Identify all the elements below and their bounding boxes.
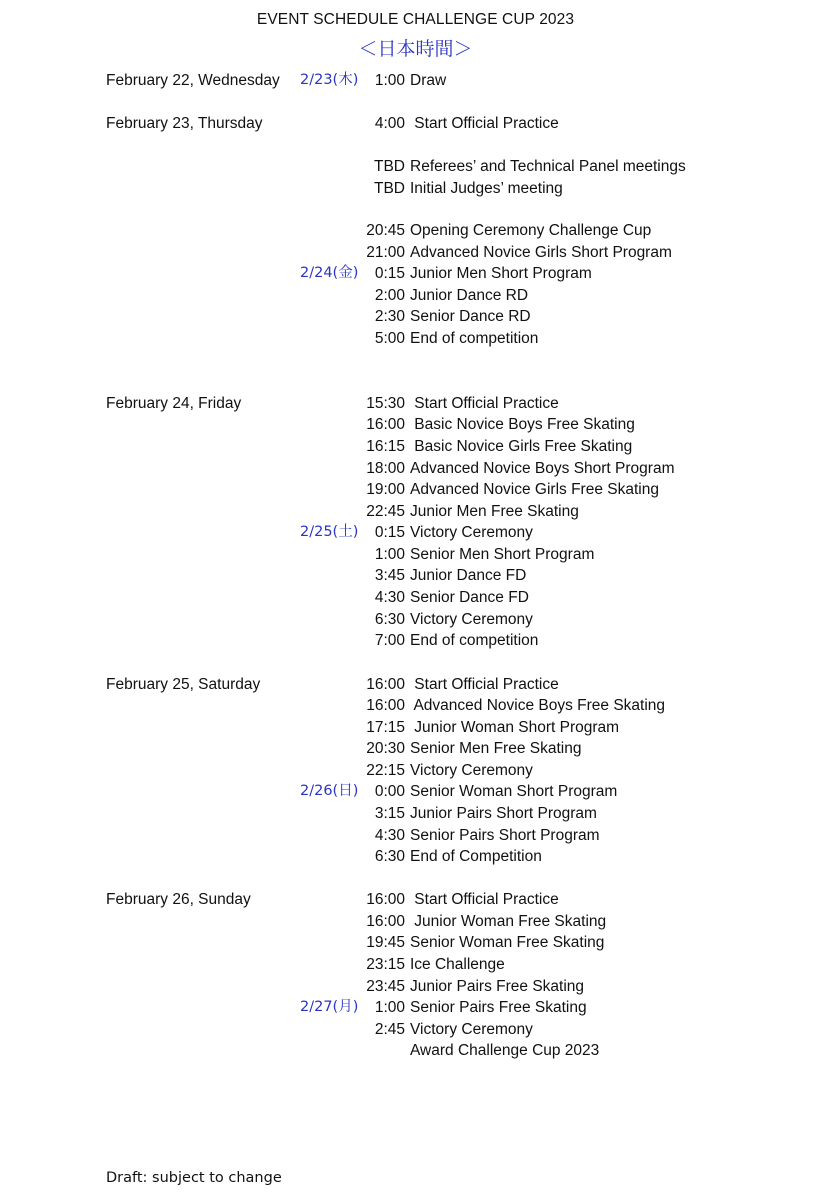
event-time: 4:30: [374, 827, 405, 844]
event-name: Junior Men Free Skating: [410, 503, 579, 520]
event-name: Basic Novice Boys Free Skating: [410, 416, 635, 433]
event-name: End of Competition: [410, 848, 542, 865]
event-name: Advanced Novice Boys Short Program: [410, 460, 675, 477]
event-name: Award Challenge Cup 2023: [410, 1042, 600, 1059]
event-name: Junior Woman Short Program: [410, 719, 620, 736]
event-name: Draw: [410, 72, 447, 89]
event-name: Senior Woman Short Program: [410, 783, 618, 800]
document-title: EVENT SCHEDULE CHALLENGE CUP 2023: [256, 11, 575, 28]
event-time: TBD: [374, 158, 405, 175]
event-name: Junior Pairs Short Program: [410, 805, 597, 822]
event-name: Junior Men Short Program: [410, 265, 592, 282]
event-time: 19:45: [366, 934, 405, 951]
document-subtitle-jst: ＜日本時間＞: [358, 38, 473, 60]
event-time: 1:00: [374, 72, 405, 89]
event-name: Senior Dance RD: [410, 308, 531, 325]
day-label: February 23, Thursday: [106, 115, 263, 132]
event-time: 2:00: [374, 287, 405, 304]
event-name: Senior Dance FD: [410, 589, 529, 606]
jst-date: 2/26(日): [300, 783, 359, 799]
event-name: Junior Dance RD: [410, 287, 529, 304]
event-time: 4:00: [374, 115, 405, 132]
event-time: 17:15: [366, 719, 405, 736]
event-time: 23:45: [366, 978, 405, 995]
event-time: TBD: [374, 180, 405, 197]
event-time: 2:30: [374, 308, 405, 325]
day-label: February 24, Friday: [106, 395, 242, 412]
event-name: Referees’ and Technical Panel meetings: [410, 158, 686, 175]
event-name: Victory Ceremony: [410, 1021, 533, 1038]
event-name: Start Official Practice: [410, 891, 559, 908]
event-time: 19:00: [366, 481, 405, 498]
event-name: Basic Novice Girls Free Skating: [410, 438, 633, 455]
event-time: 16:00: [366, 913, 405, 930]
event-name: Victory Ceremony: [410, 611, 533, 628]
event-time: 16:00: [366, 416, 405, 433]
event-time: 1:00: [374, 999, 405, 1016]
event-time: 18:00: [366, 460, 405, 477]
event-time: 16:00: [366, 891, 405, 908]
event-name: Junior Pairs Free Skating: [410, 978, 585, 995]
event-name: Senior Woman Free Skating: [410, 934, 605, 951]
jst-date: 2/23(木): [300, 72, 359, 88]
event-time: 6:30: [374, 848, 405, 865]
event-time: 6:30: [374, 611, 405, 628]
event-name: Initial Judges’ meeting: [410, 180, 563, 197]
event-time: 7:00: [374, 632, 405, 649]
event-time: 0:15: [374, 265, 405, 282]
jst-date: 2/25(土): [300, 524, 359, 540]
event-name: Junior Dance FD: [410, 567, 527, 584]
event-name: End of competition: [410, 330, 539, 347]
event-time: 2:45: [374, 1021, 405, 1038]
event-time: 16:00: [366, 697, 405, 714]
event-name: Start Official Practice: [410, 676, 559, 693]
jst-date: 2/24(金): [300, 265, 359, 281]
event-name: Opening Ceremony Challenge Cup: [410, 222, 652, 239]
event-time: 16:15: [366, 438, 405, 455]
day-label: February 25, Saturday: [106, 676, 261, 693]
event-time: 0:00: [374, 783, 405, 800]
draft-footnote: Draft: subject to change: [106, 1170, 282, 1186]
event-time: 3:15: [374, 805, 405, 822]
event-name: Ice Challenge: [410, 956, 505, 973]
event-time: 15:30: [366, 395, 405, 412]
event-time: 3:45: [374, 567, 405, 584]
event-time: 22:15: [366, 762, 405, 779]
event-time: 16:00: [366, 676, 405, 693]
event-name: End of competition: [410, 632, 539, 649]
event-name: Senior Men Short Program: [410, 546, 595, 563]
event-name: Advanced Novice Girls Free Skating: [410, 481, 659, 498]
event-name: Junior Woman Free Skating: [410, 913, 607, 930]
day-label: February 26, Sunday: [106, 891, 251, 908]
event-name: Advanced Novice Boys Free Skating: [410, 697, 666, 714]
event-time: 22:45: [366, 503, 405, 520]
event-name: Victory Ceremony: [410, 762, 533, 779]
event-time: 21:00: [366, 244, 405, 261]
event-time: 5:00: [374, 330, 405, 347]
event-name: Advanced Novice Girls Short Program: [410, 244, 672, 261]
event-time: 20:45: [366, 222, 405, 239]
event-time: 1:00: [374, 546, 405, 563]
event-name: Start Official Practice: [410, 115, 559, 132]
event-time: 0:15: [374, 524, 405, 541]
event-name: Senior Pairs Free Skating: [410, 999, 587, 1016]
event-time: 23:15: [366, 956, 405, 973]
event-name: Senior Pairs Short Program: [410, 827, 600, 844]
event-name: Senior Men Free Skating: [410, 740, 582, 757]
event-time: 20:30: [366, 740, 405, 757]
event-name: Victory Ceremony: [410, 524, 533, 541]
day-label: February 22, Wednesday: [106, 72, 280, 89]
event-name: Start Official Practice: [410, 395, 559, 412]
jst-date: 2/27(月): [300, 999, 359, 1015]
event-time: 4:30: [374, 589, 405, 606]
